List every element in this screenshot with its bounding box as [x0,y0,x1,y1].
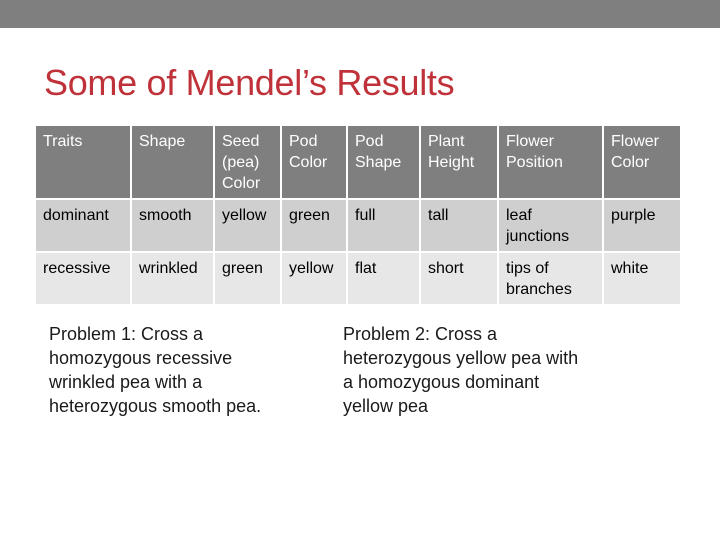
header-shape: Shape [132,126,215,200]
table-cell: white [604,253,682,306]
table-cell: tall [421,200,499,253]
table-cell: yellow [215,200,282,253]
table-cell: purple [604,200,682,253]
table-header-row [36,126,682,200]
header-flower-color: Flower Color [604,126,682,200]
table-cell: dominant [36,200,132,253]
slide-title: Some of Mendel’s Results [44,62,455,103]
table-cell: leaf junctions [499,200,604,253]
table-row-recessive [36,253,682,306]
table-cell: green [282,200,348,253]
table-cell: yellow [282,253,348,306]
header-pod-color: Pod Color [282,126,348,200]
top-banner [0,0,720,28]
mendel-results-table [36,126,682,306]
header-seed-color: Seed (pea) Color [215,126,282,200]
problem-1-text: Problem 1: Cross a homozygous recessive wrinkled pea with a heterozygous smooth pea. [49,324,262,416]
header-flower-position: Flower Position [499,126,604,200]
table-cell: flat [348,253,421,306]
table-cell: full [348,200,421,253]
table-row-dominant [36,200,682,253]
table-cell: wrinkled [132,253,215,306]
table-cell: short [421,253,499,306]
problem-2-text: Problem 2: Cross a heterozygous yellow pea with a homozygous dominant yellow pea [343,324,579,416]
table-cell: green [215,253,282,306]
table-cell: smooth [132,200,215,253]
header-pod-shape: Pod Shape [348,126,421,200]
table-cell: tips of branches [499,253,604,306]
table-cell: recessive [36,253,132,306]
header-traits: Traits [36,126,132,200]
header-plant-height: Plant Height [421,126,499,200]
